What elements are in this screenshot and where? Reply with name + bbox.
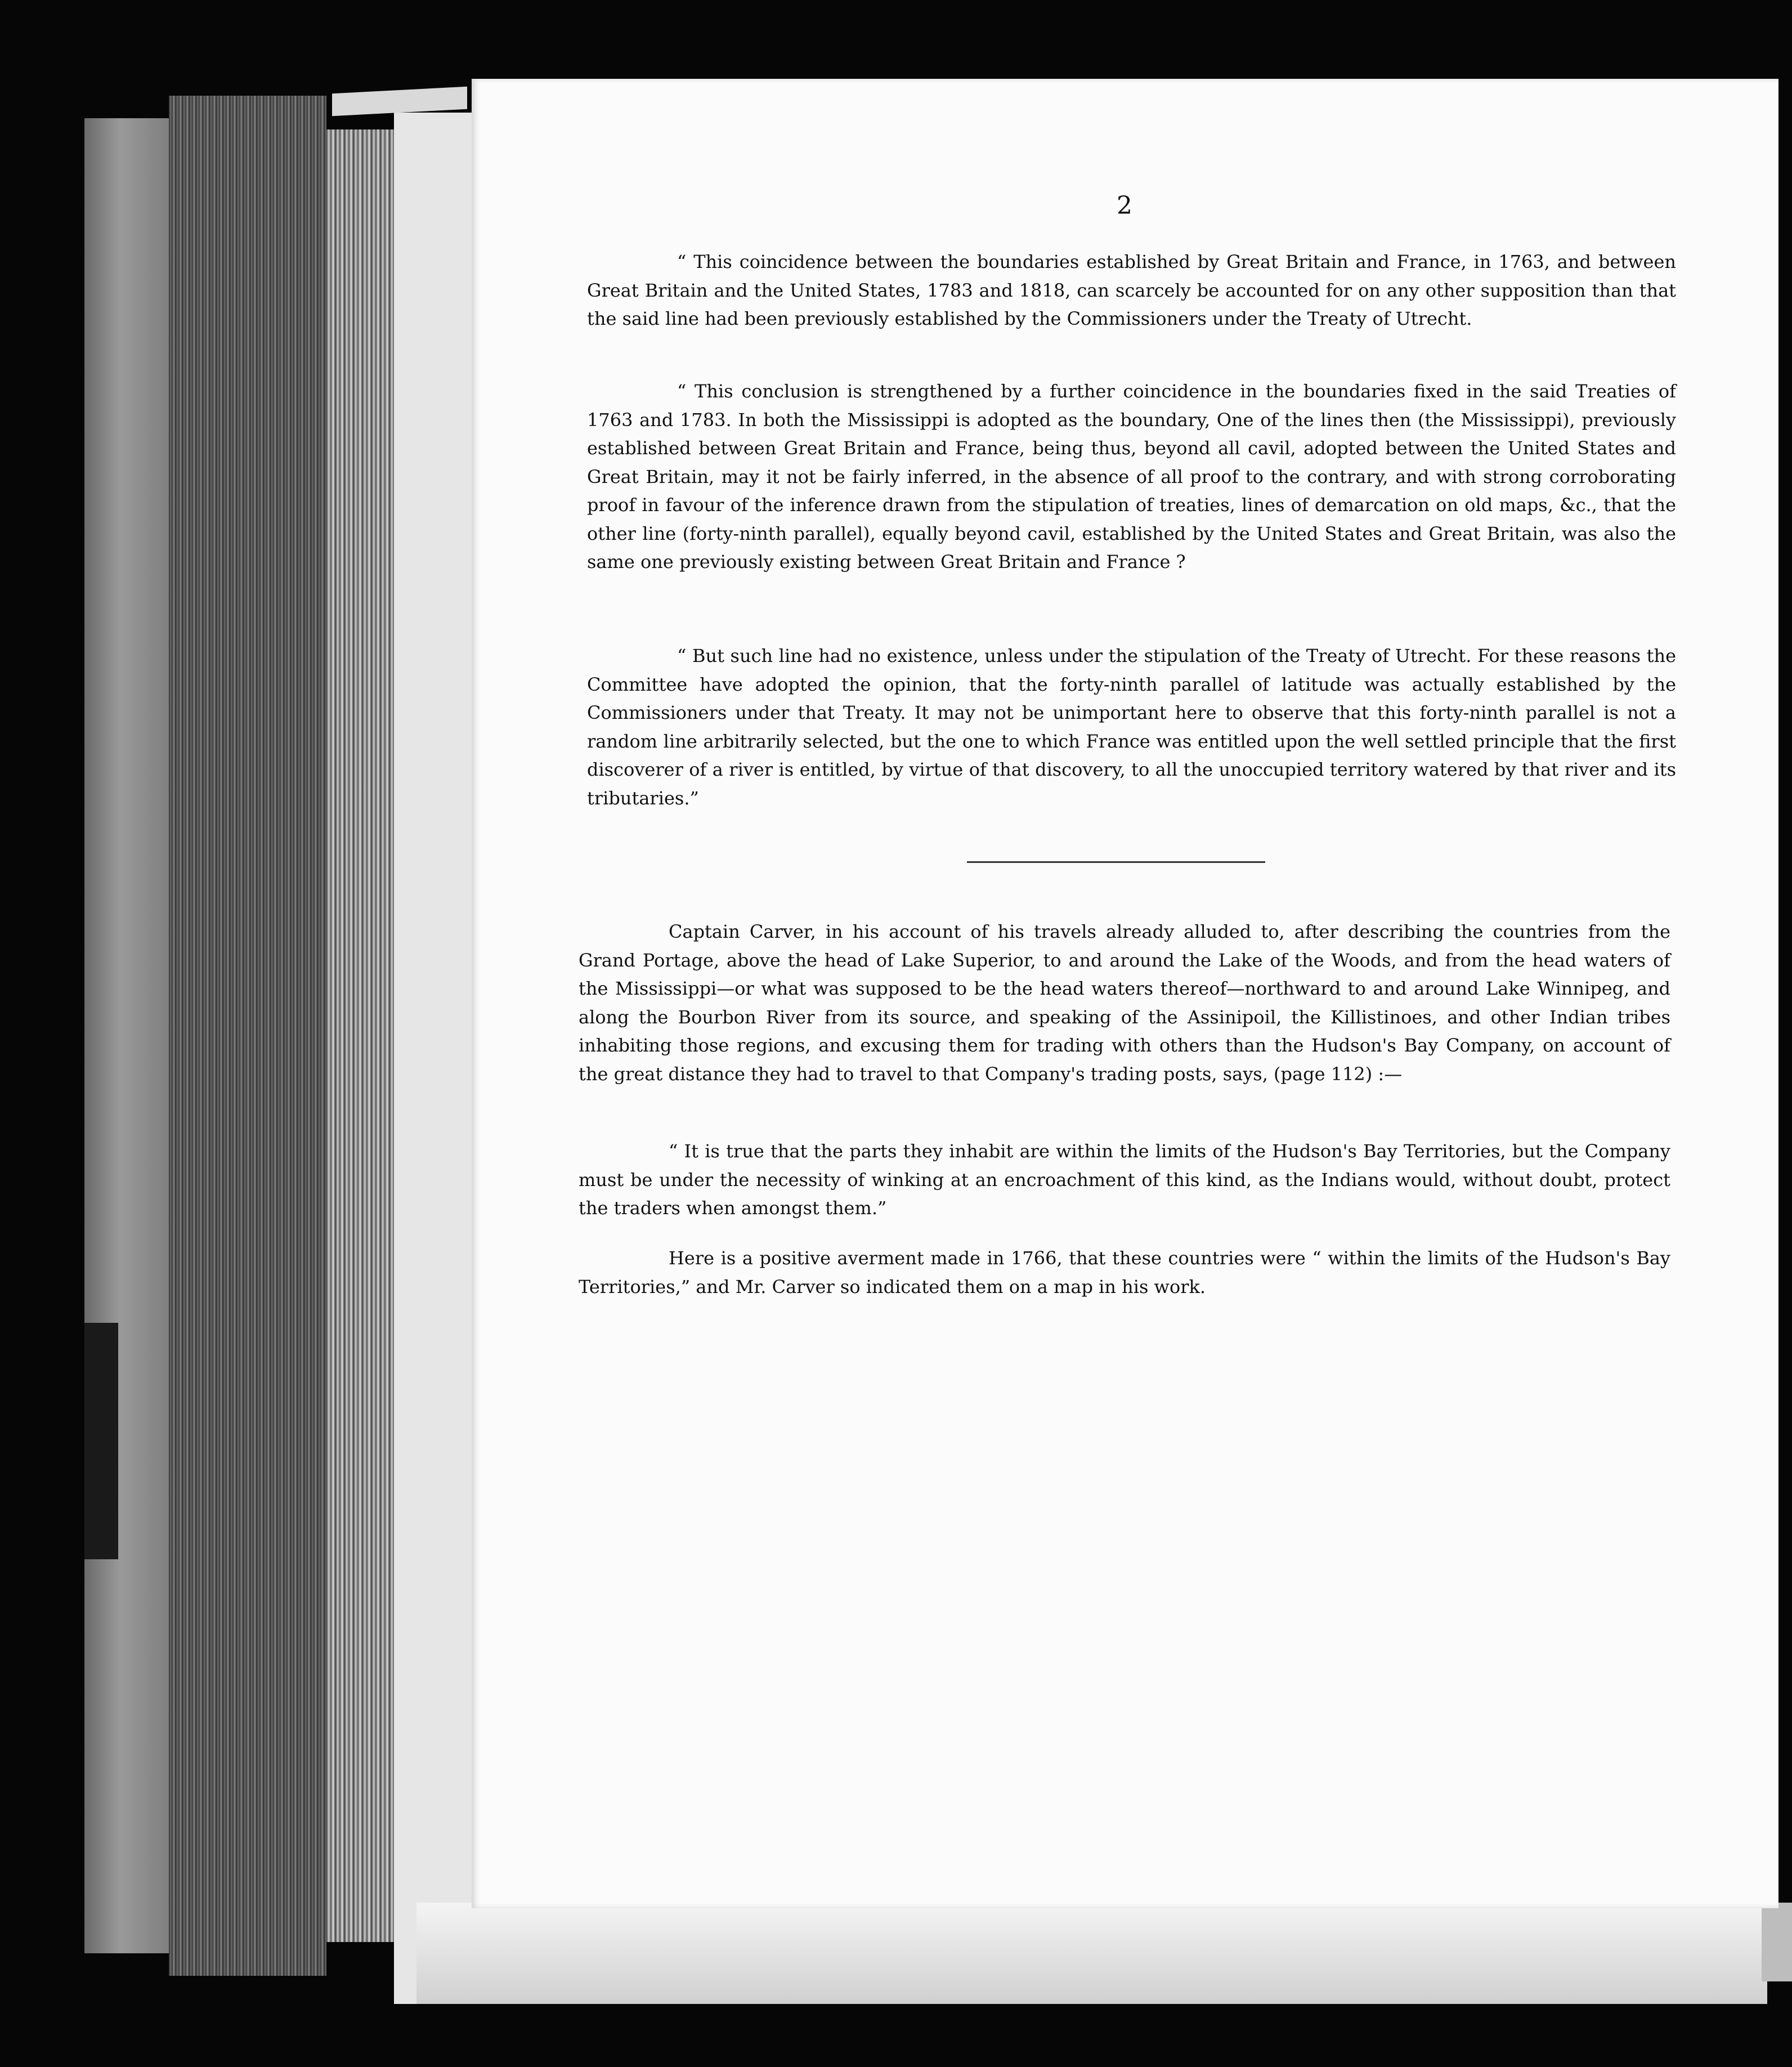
underlying-page-bottom xyxy=(416,1903,1767,2004)
quoted-paragraph-treaty-of-utrecht: “ But such line had no existence, unless under the stipulation of the Treaty of Utrecht. For these reasons the Committee have adopted the opinion, that the forty-ninth parallel of latitude was actually established by the Commissioners under that Treaty. It may not be unimportant here to observe that this forty-ninth parallel is not a random line arbitrarily selected, but the one to which France was entitled upon the well settled principle that the first discoverer of a river is entitled, by virtue of that discovery, to all the unoccupied territory watered by that river and its tributaries.” xyxy=(587,645,1676,809)
quoted-paragraph-hudsons-bay: “ It is true that the parts they inhabit are within the limits of the Hudson's Bay Territories, but the Company must be under the necessity of winking at an encroachment of this kind, as the Indians would, without doubt, protect the traders when amongst them.” xyxy=(579,1140,1670,1219)
book-page-block xyxy=(169,96,326,1976)
paragraph-positive-averment: Here is a positive averment made in 1766, that these countries were “ within the limits of the Hudson's Bay Territories,” and Mr. Carver so indicated them on a map in his work. xyxy=(579,1247,1670,1298)
paragraph-captain-carver: Captain Carver, in his account of his travels already alluded to, after describing the countries from the Grand Portage, above the head of Lake Superior, to and around the Lake of the Woods, and from the head waters of the Mississippi—or what was supposed to be the head waters thereof—northward to and around Lake Winnipeg, and along the Bourbon River from its source, and speaking of the Assinipoil, the Killistinoes, and other Indian tribes inhabiting those regions, and excusing them for trading with others than the Hudson's Bay Company, on account of the great distance they had to travel to that Company's trading posts, says, (page 112) :— xyxy=(579,921,1670,1085)
section-divider xyxy=(967,861,1265,863)
book-page-edges xyxy=(326,129,394,1942)
book-cover-shadow xyxy=(84,1323,118,1559)
page-number: 2 xyxy=(1117,191,1132,220)
quoted-paragraph-conclusion: “ This conclusion is strengthened by a further coincidence in the boundaries fixed in the said Treaties of 1763 and 1783. In both the Mississippi is adopted as the boundary, One of the lines then (the Mississippi), previously established between Great Britain and France, being thus, beyond all cavil, adopted between the United States and Great Britain, may it not be fairly inferred, in the absence of all proof to the contrary, and with strong corroborating proof in favour of the inference drawn from the stipulation of treaties, lines of demarcation on old maps, &c., that the other line (forty-ninth parallel), equally beyond cavil, established by the United States and Great Britain, was also the same one previously existing between Great Britain and France ? xyxy=(587,381,1676,572)
book-cover-edge xyxy=(84,118,174,1953)
printed-page xyxy=(472,79,1778,1908)
underlying-page-corner xyxy=(1762,1903,1792,1981)
book-page-top-edge xyxy=(332,87,467,117)
quoted-paragraph-coincidence: “ This coincidence between the boundaries established by Great Britain and France, in 1763, and between Great Britain and the United States, 1783 and 1818, can scarcely be accounted for on any other supposition than that the said line had been previously established by the Commissioners under the Treaty of Utrecht. xyxy=(587,251,1676,329)
